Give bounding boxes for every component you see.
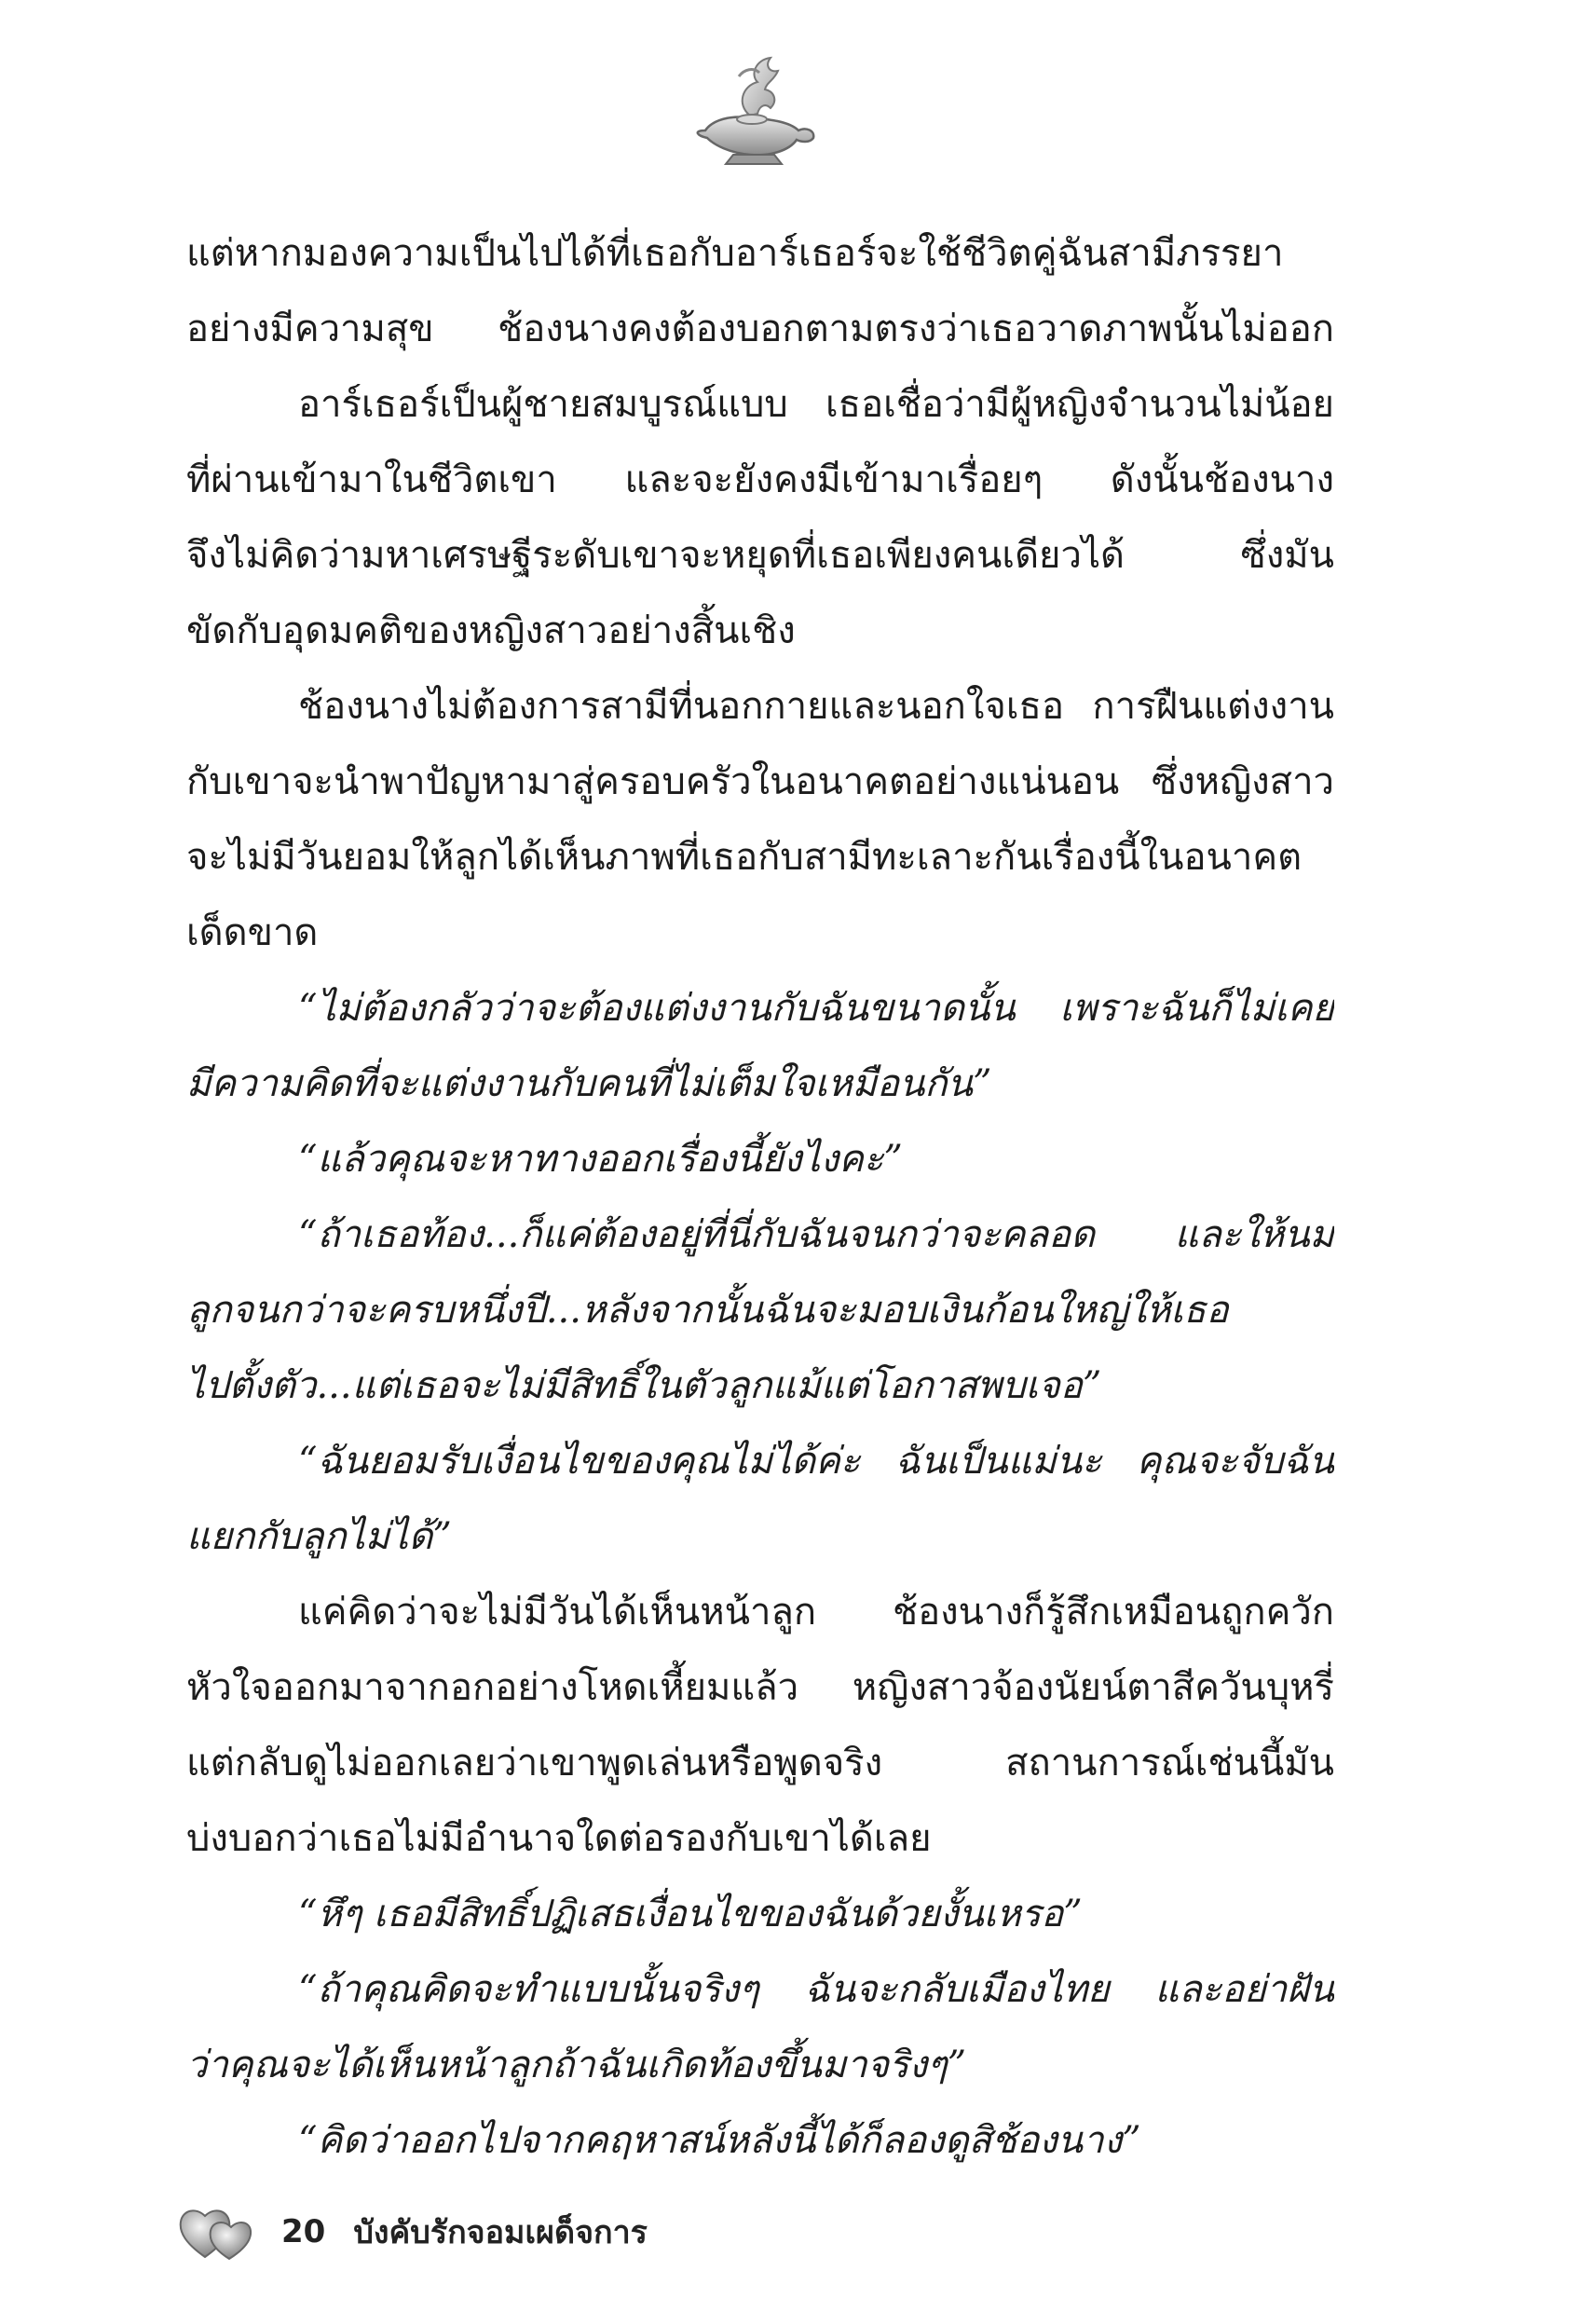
text-line: แยกกับลูกไม่ได้”	[186, 1515, 452, 1558]
text-line: แค่คิดว่าจะไม่มีวันได้เห็นหน้าลูก ช้องนางก็รู้สึกเหมือนถูกควัก	[298, 1591, 1334, 1634]
text-line: จึงไม่คิดว่ามหาเศรษฐีระดับเขาจะหยุดที่เธอเพียงคนเดียวได้ ซึ่งมัน	[186, 534, 1334, 577]
text-line: “ถ้าเธอท้อง...ก็แค่ต้องอยู่ที่นี่กับฉันจนกว่าจะคลอด และให้นม	[298, 1213, 1334, 1256]
text-line: “ฉันยอมรับเงื่อนไขของคุณไม่ได้ค่ะ ฉันเป็นแม่นะ คุณจะจับฉัน	[298, 1440, 1334, 1483]
text-line: อย่างมีความสุข ช้องนางคงต้องบอกตามตรงว่าเธอวาดภาพนั้นไม่ออก	[186, 308, 1334, 350]
text-line: แต่หากมองความเป็นไปได้ที่เธอกับอาร์เธอร์จะใช้ชีวิตคู่ฉันสามีภรรยา	[186, 232, 1284, 275]
text-line: ลูกจนกว่าจะครบหนึ่งปี...หลังจากนั้นฉันจะมอบเงินก้อนใหญ่ให้เธอ	[186, 1289, 1229, 1332]
hearts-icon	[177, 2199, 253, 2264]
text-line: “คิดว่าออกไปจากคฤหาสน์หลังนี้ได้ก็ลองดูสิช้องนาง”	[298, 2119, 1141, 2162]
text-line: เด็ดขาด	[186, 911, 319, 954]
text-line: ขัดกับอุดมคติของหญิงสาวอย่างสิ้นเชิง	[186, 609, 796, 652]
text-line: กับเขาจะนำพาปัญหามาสู่ครอบครัวในอนาคตอย่างแน่นอน ซึ่งหญิงสาว	[186, 760, 1334, 803]
text-line: บ่งบอกว่าเธอไม่มีอำนาจใดต่อรองกับเขาได้เลย	[186, 1817, 932, 1860]
text-line: “ไม่ต้องกลัวว่าจะต้องแต่งงานกับฉันขนาดนั้น เพราะฉันก็ไม่เคย	[298, 987, 1334, 1030]
page-footer	[177, 2195, 648, 2269]
story-text	[186, 216, 1334, 2179]
page-number: 20	[281, 2213, 326, 2250]
text-line: ที่ผ่านเข้ามาในชีวิตเขา และจะยังคงมีเข้ามาเรื่อยๆ ดังนั้นช้องนาง	[186, 458, 1334, 501]
text-line: ช้องนางไม่ต้องการสามีที่นอกกายและนอกใจเธอ การฝืนแต่งงาน	[298, 685, 1334, 728]
genie-lamp-icon	[685, 48, 825, 170]
text-line: มีความคิดที่จะแต่งงานกับคนที่ไม่เต็มใจเหมือนกัน”	[186, 1062, 992, 1105]
book-title: บังคับรักจอมเผด็จการ	[353, 2214, 648, 2251]
text-line: แต่กลับดูไม่ออกเลยว่าเขาพูดเล่นหรือพูดจริง สถานการณ์เช่นนี้มัน	[186, 1742, 1334, 1785]
text-line: “ถ้าคุณคิดจะทำแบบนั้นจริงๆ ฉันจะกลับเมืองไทย และอย่าฝัน	[298, 1968, 1334, 2011]
text-line: “แล้วคุณจะหาทางออกเรื่องนี้ยังไงคะ”	[298, 1138, 903, 1181]
text-line: อาร์เธอร์เป็นผู้ชายสมบูรณ์แบบ เธอเชื่อว่ามีผู้หญิงจำนวนไม่น้อย	[298, 383, 1334, 426]
text-line: จะไม่มีวันยอมให้ลูกได้เห็นภาพที่เธอกับสามีทะเลาะกันเรื่องนี้ในอนาคต	[186, 836, 1303, 879]
text-line: หัวใจออกมาจากอกอย่างโหดเหี้ยมแล้ว หญิงสาวจ้องนัยน์ตาสีควันบุหรี่	[186, 1666, 1334, 1709]
text-line: “หึๆ เธอมีสิทธิ์ปฏิเสธเงื่อนไขของฉันด้วยงั้นเหรอ”	[298, 1893, 1083, 1935]
text-line: ว่าคุณจะได้เห็นหน้าลูกถ้าฉันเกิดท้องขึ้นมาจริงๆ”	[186, 2044, 967, 2086]
text-line: ไปตั้งตัว...แต่เธอจะไม่มีสิทธิ์ในตัวลูกแม้แต่โอกาสพบเจอ”	[186, 1364, 1102, 1407]
